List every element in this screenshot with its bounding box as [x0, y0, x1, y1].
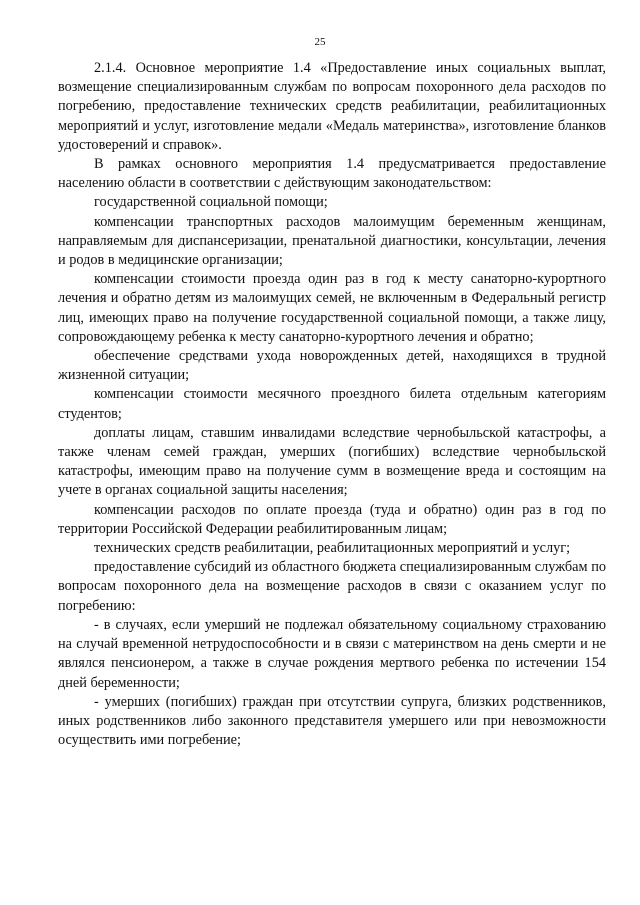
- sub-list-item: - в случаях, если умерший не подлежал обязательному социальному страхованию на случай временной нетрудоспособности и в связи с материнством на день смерти и не являлся пенсионером, а также в случае рождения мертвого ребенка по истечении 154 дней беременности;: [58, 616, 606, 691]
- list-item: обеспечение средствами ухода новорожденных детей, находящихся в трудной жизненной ситуации;: [58, 348, 606, 384]
- list-item: компенсации транспортных расходов малоимущим беременным женщинам, направляемым для диспансеризации, пренатальной диагностики, консультации, лечения и родов в медицинские организации;: [58, 213, 606, 269]
- document-body: [58, 59, 606, 750]
- list-item: технических средств реабилитации, реабилитационных мероприятий и услуг;: [94, 540, 571, 557]
- list-item: компенсации стоимости проезда один раз в год к месту санаторно-курортного лечения и обратно детям из малоимущих семей, не включенным в Федеральный регистр лиц, имеющих право на получение государственной социальной помощи, а также лицу, сопровождающему ребенка к месту санаторно-курортного лечения и обратно;: [58, 271, 606, 345]
- intro-paragraph: В рамках основного мероприятия 1.4 предусматривается предоставление населению области в соответствии с действующим законодательством:: [58, 156, 606, 192]
- page-number: 25: [314, 36, 326, 48]
- list-item: компенсации расходов по оплате проезда (туда и обратно) один раз в год по территории Российской Федерации реабилитированным лицам;: [58, 501, 606, 537]
- section-heading-paragraph: 2.1.4. Основное мероприятие 1.4 «Предоставление иных социальных выплат, возмещение специализированным службам по вопросам похоронного дела расходов по погребению, предоставление технических средств реабилитации, реабилитационных мероприятий и услуг, изготовление медали «Медаль материнства», изготовление бланков удостоверений и справок».: [58, 60, 606, 153]
- sub-list-item: - умерших (погибших) граждан при отсутствии супруга, близких родственников, иных родственников либо законного представителя умершего или при невозможности осуществить ими погребение;: [58, 693, 606, 749]
- list-item: предоставление субсидий из областного бюджета специализированным службам по вопросам похоронного дела на возмещение расходов в связи с оказанием услуг по погребению:: [58, 559, 606, 614]
- list-item: компенсации стоимости месячного проездного билета отдельным категориям студентов;: [58, 386, 606, 422]
- list-item: государственной социальной помощи;: [94, 194, 328, 211]
- list-item: доплаты лицам, ставшим инвалидами вследствие чернобыльской катастрофы, а также членам семей граждан, умерших (погибших) вследствие чернобыльской катастрофы, имеющим право на получение сумм в возмещение вреда и состоящим на учете в органах социальной защиты населения;: [58, 424, 606, 499]
